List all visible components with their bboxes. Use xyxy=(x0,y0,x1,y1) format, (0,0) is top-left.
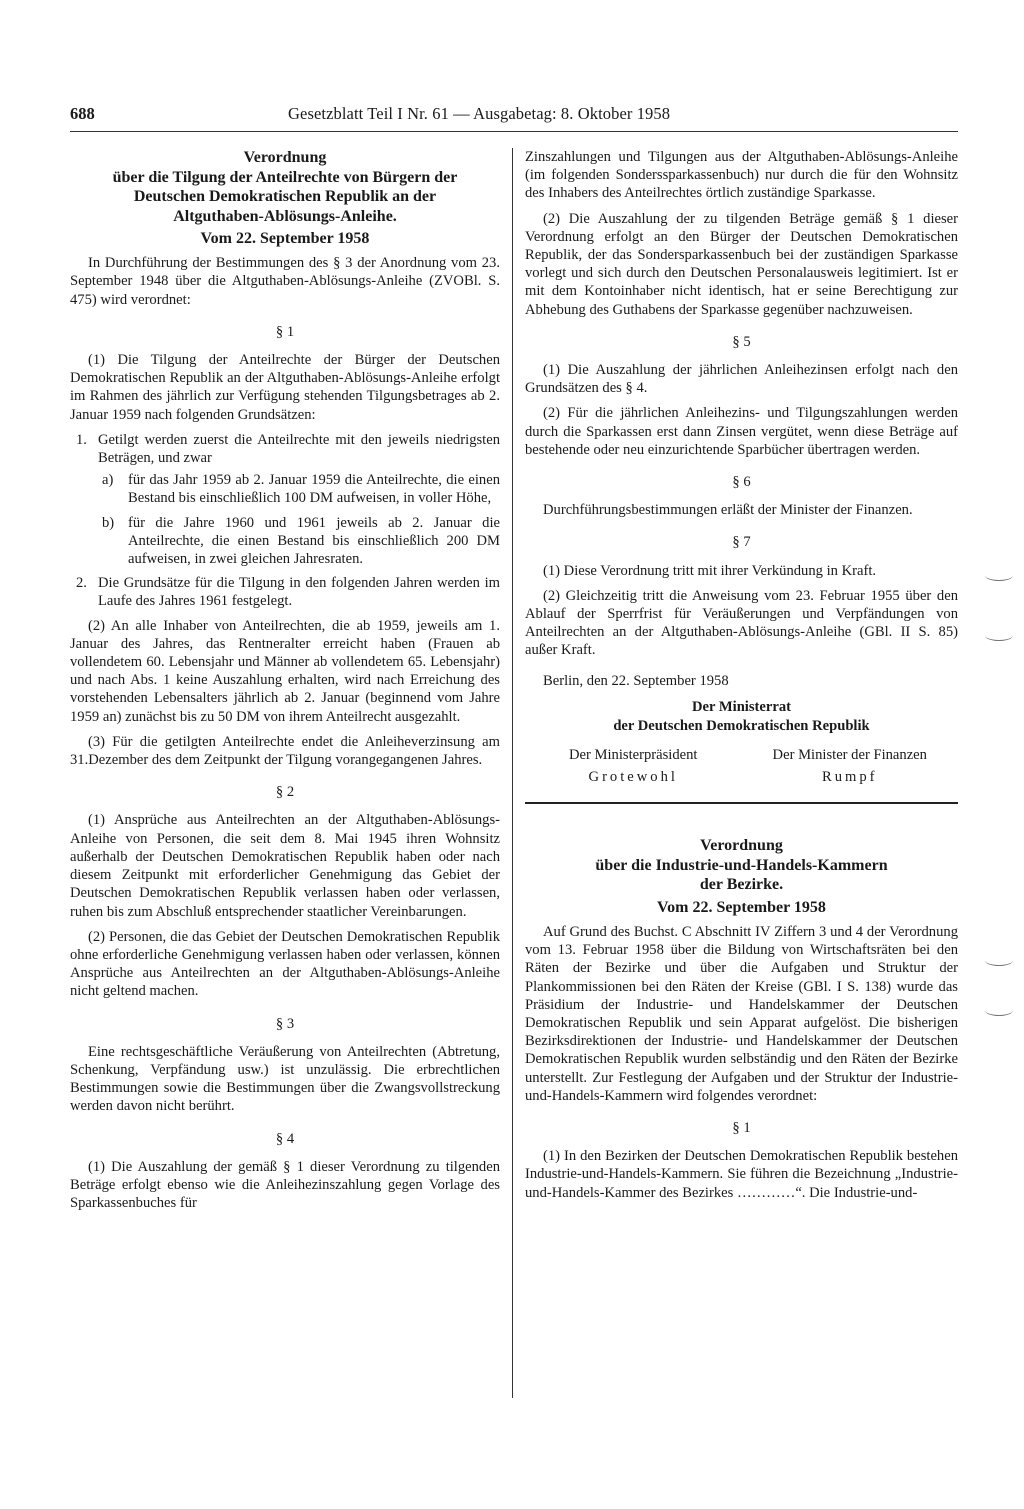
list-item xyxy=(70,574,500,610)
list-item-text: für das Jahr 1959 ab 2. Januar 1959 die Anteilrechte, die einen Bestand bis einschließlich 100 DM aufweisen, in voller Höhe, xyxy=(128,472,500,507)
list-item-text: Getilgt werden zuerst die Anteilrechte mit den jeweils niedrigsten Beträgen, und zwar xyxy=(98,431,500,467)
title-line: Altguthaben-Ablösungs-Anleihe. xyxy=(173,207,397,225)
list-item xyxy=(98,471,500,507)
signatory-name: Rumpf xyxy=(821,769,878,786)
paragraph: (1) Ansprüche aus Anteilrechten an der Altguthaben-Ablösungs-Anleihe von Personen, die seit dem 8. Mai 1945 ihren Wohnsitz außerhalb der Deutschen Demokratischen Republik haben oder nach diesem Zeitpunkt mit erforderlicher Genehmigung das Gebiet der Deutschen Demokratischen Republik verlassen haben oder verlassen, ruhen bis zum Abschluß entsprechender staatlicher Vereinbarungen. xyxy=(70,812,500,920)
signatory xyxy=(742,746,959,786)
section-heading: § 7 xyxy=(732,534,751,551)
document-title xyxy=(525,836,958,895)
right-column xyxy=(525,148,958,1209)
title-line: der Bezirke. xyxy=(699,876,784,894)
document-date: Vom 22. September 1958 xyxy=(657,898,826,916)
signatory-role: Der Ministerpräsident xyxy=(569,746,698,763)
margin-mark xyxy=(985,955,1013,966)
title-line: über die Industrie-und-Handels-Kammern xyxy=(595,856,888,874)
paragraph: (1) Die Auszahlung der jährlichen Anleihezinsen erfolgt nach den Grundsätzen des § 4. xyxy=(525,362,958,397)
place-date: Berlin, den 22. September 1958 xyxy=(543,672,729,689)
list-marker: 2. xyxy=(76,575,87,592)
preamble: Auf Grund des Buchst. C Abschnitt IV Ziffern 3 und 4 der Verordnung vom 13. Februar 1958 über die Bildung von Wirtschaftsräten bei den Räten der Bezirke und über die Aufgaben und Struktur der Plankommissionen bei den Räten der Kreise (GBl. I S. 138) wurde das Präsidium der Industrie- und Handelskammer der Deutschen Demokratischen Republik und sein Apparat aufgelöst. Die bisherigen Bezirksdirektionen der Industrie- und Handelskammer der Deutschen Demokratischen Republik wurden selbständig und den Räten der Bezirke unterstellt. Zur Festlegung der Aufgaben und der Struktur der Industrie-und-Handels-Kammern wird folgendes verordnet: xyxy=(525,923,958,1104)
document-separator xyxy=(525,802,958,804)
page-number: 688 xyxy=(70,104,95,123)
section-heading: § 4 xyxy=(275,1130,295,1147)
paragraph-continued: Zinszahlungen und Tilgungen aus der Altguthaben-Ablösungs-Anleihe (im folgenden Sonderssparkassenbuch) nur durch die für den Wohnsitz des Inhabers des Anteilrechtes örtlich zuständige Sparkasse. xyxy=(525,149,958,202)
paragraph: (2) Für die jährlichen Anleihezins- und Tilgungszahlungen werden durch die Sparkassen erst dann Zinsen vergütet, wenn diese Beträge auf bestehende oder neu einzurichtende Sparbücher übertragen werden. xyxy=(525,405,958,458)
signatory-name: Grotewohl xyxy=(588,769,678,786)
column-divider xyxy=(512,148,513,1398)
list-item xyxy=(70,431,500,568)
section-heading: § 2 xyxy=(275,784,295,801)
list-item-text: Die Grundsätze für die Tilgung in den folgenden Jahren werden im Laufe des Jahres 1961 festgelegt. xyxy=(98,575,500,610)
title-line: Deutschen Demokratischen Republik an der xyxy=(133,188,437,205)
list-marker: 1. xyxy=(76,431,87,448)
section-heading: § 5 xyxy=(732,333,751,350)
list-marker: b) xyxy=(102,514,115,531)
section-heading: § 6 xyxy=(732,474,751,491)
signature-block xyxy=(525,746,958,786)
document-date: Vom 22. September 1958 xyxy=(200,230,370,247)
sub-list xyxy=(98,471,500,568)
paragraph: (1) Die Tilgung der Anteilrechte der Bürger der Deutschen Demokratischen Republik an der Altguthaben-Ablösungs-Anleihe erfolgt im Rahmen des jährlich zur Verfügung stehenden Tilgungsbetrages ab 2. Januar 1959 nach folgenden Grundsätzen: xyxy=(70,352,500,423)
header-rule xyxy=(70,131,958,132)
left-column xyxy=(70,148,500,1219)
list-item-text: für die Jahre 1960 und 1961 jeweils ab 2. Januar die Anteilrechte, die einen Bestand bis einschließlich 200 DM aufweisen, in zwei gleichen Jahresraten. xyxy=(128,514,500,568)
signatory xyxy=(525,746,742,786)
paragraph: (1) In den Bezirken der Deutschen Demokratischen Republik bestehen Industrie-und-Handels-Kammern. Sie führen die Bezeichnung „Industrie-und-Handels-Kammer des Bezirkes …………“. Die Industrie-und- xyxy=(525,1148,958,1201)
document-title xyxy=(70,148,500,226)
paragraph: Durchführungsbestimmungen erläßt der Minister der Finanzen. xyxy=(543,502,913,519)
title-line: Verordnung xyxy=(243,149,327,166)
paragraph: (2) Gleichzeitig tritt die Anweisung vom 23. Februar 1955 über den Ablauf der Sperrfrist für Veräußerungen und Verpfändungen von Anteilrechten an der Altguthaben-Ablösungs-Anleihe (GBl. II S. 85) außer Kraft. xyxy=(525,587,958,659)
issuing-body-line: Der Ministerrat xyxy=(691,698,791,715)
issuing-body xyxy=(525,698,958,736)
issuing-body-line: der Deutschen Demokratischen Republik xyxy=(613,717,870,734)
list-marker: a) xyxy=(102,472,114,489)
list-item xyxy=(98,514,500,569)
header-title: Gesetzblatt Teil I Nr. 61 — Ausgabetag: 8. Oktober 1958 xyxy=(288,104,671,123)
paragraph: (2) Personen, die das Gebiet der Deutschen Demokratischen Republik ohne erforderliche Genehmigung verlassen haben oder verlassen, können Ansprüche aus Anteilrechten an der Altguthaben-Ablösungs-Anleihe nicht geltend machen. xyxy=(70,928,500,1000)
paragraph: (3) Für die getilgten Anteilrechte endet die Anleiheverzinsung am 31.Dezember des dem Zeitpunkt der Tilgung vorangegangenen Jahres. xyxy=(70,733,500,769)
section-heading: § 1 xyxy=(275,323,295,340)
margin-mark xyxy=(985,1005,1013,1016)
paragraph: Eine rechtsgeschäftliche Veräußerung von Anteilrechten (Abtretung, Schenkung, Verpfändung usw.) ist unzulässig. Die erbrechtlichen Bestimmungen sowie die Bestimmungen über die Zwangsvollstreckung werden davon nicht berührt. xyxy=(70,1043,500,1115)
title-line: Verordnung xyxy=(700,837,783,855)
paragraph: (1) Die Auszahlung der gemäß § 1 dieser Verordnung zu tilgenden Beträge erfolgt ebenso wie die Anleihezinszahlung gegen Vorlage des Sparkassenbuches für xyxy=(70,1158,500,1212)
preamble: In Durchführung der Bestimmungen des § 3 der Anordnung vom 23. September 1948 über die Altguthaben-Ablösungs-Anleihe (ZVOBl. S. 475) wird verordnet: xyxy=(70,255,500,308)
section-heading: § 3 xyxy=(275,1015,295,1032)
paragraph: (2) An alle Inhaber von Anteilrechten, die ab 1959, jeweils am 1. Januar des Jahres, das Rentneralter erreicht haben (Frauen ab vollendetem 60. Lebensjahr und Männer ab vollendetem 65. Lebensjahr) und nach Abs. 1 keine Auszahlung erhalten, wird nach Erreichung des vorstehenden Lebensalters jährlich ab 2. Januar (beginnend vom Jahre 1959 an) zunächst bis zu 50 DM von ihrem Anteilrecht ausgezahlt. xyxy=(70,617,500,725)
page-header xyxy=(70,104,960,128)
margin-mark xyxy=(985,570,1013,581)
signatory-role: Der Minister der Finanzen xyxy=(772,746,927,763)
title-line: über die Tilgung der Anteilrechte von Bürgern der xyxy=(112,168,458,186)
margin-mark xyxy=(985,630,1013,641)
paragraph: (2) Die Auszahlung der zu tilgenden Beträge gemäß § 1 dieser Verordnung erfolgt an den Bürger der Deutschen Demokratischen Republik, der das Sondersparkassenbuch bei der zuständigen Sparkasse vorlegt und sich durch den Deutschen Personalausweis legitimiert. Ist er mit dem Kontoinhaber nicht identisch, hat er seine Berechtigung zur Abhebung des Guthabens der Sparkasse gegenüber nachzuweisen. xyxy=(525,210,958,318)
numbered-list xyxy=(70,431,500,611)
section-heading: § 1 xyxy=(732,1120,751,1137)
paragraph: (1) Diese Verordnung tritt mit ihrer Verkündung in Kraft. xyxy=(543,562,877,579)
